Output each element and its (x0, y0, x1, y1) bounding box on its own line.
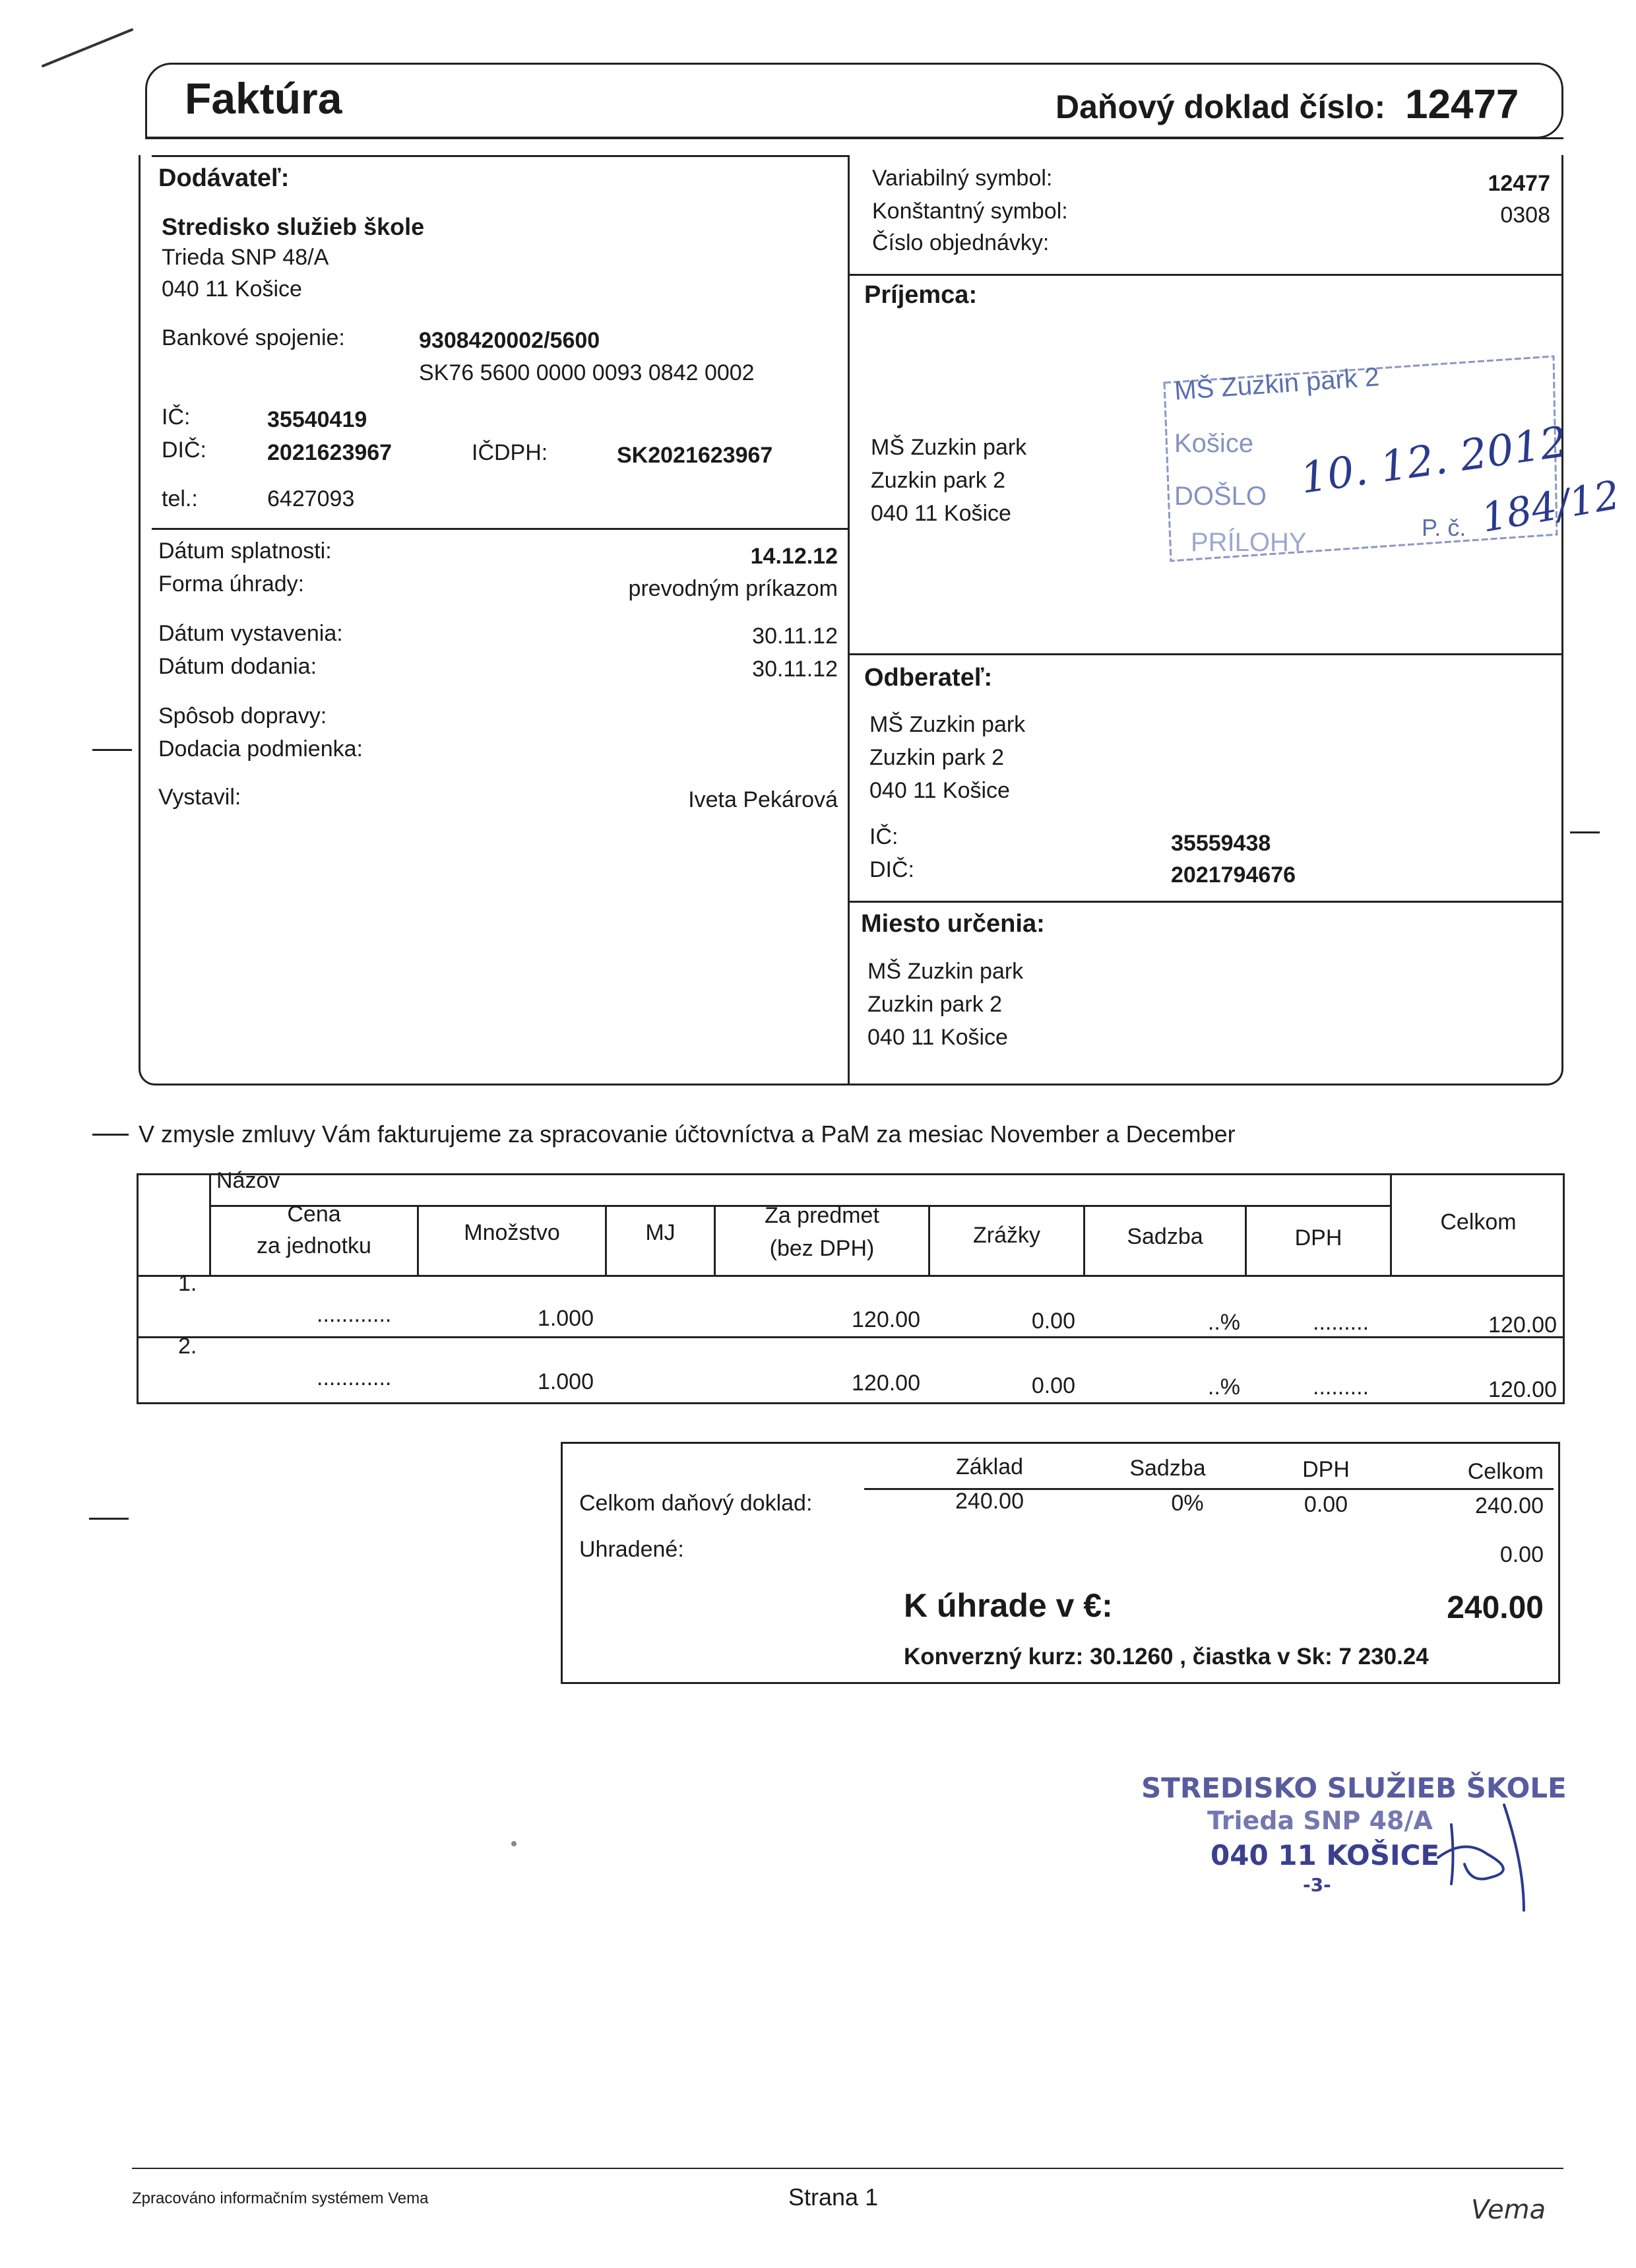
col-header-deductions: Zrážky (973, 1223, 1040, 1248)
col-header-unit-price-1: Cena (287, 1202, 341, 1227)
stamp-line-2: Košice (1174, 429, 1254, 458)
col-header-unit: MJ (645, 1220, 676, 1245)
column-divider (848, 155, 850, 1085)
invoice-intro: V zmysle zmluvy Vám fakturujeme za spracovanie účtovníctva a PaM za mesiac November a December (139, 1120, 1236, 1148)
supplier-dic-label: DIČ: (162, 437, 206, 463)
issue-date-label: Dátum vystavenia: (158, 621, 343, 646)
issuer-name: Iveta Pekárová (688, 787, 838, 812)
summary-total: 240.00 (1475, 1493, 1544, 1518)
supplier-tel: 6427093 (267, 486, 355, 511)
supplier-name: Stredisko služieb škole (162, 213, 425, 240)
recipient-city: 040 11 Košice (871, 501, 1011, 526)
customer-street: Zuzkin park 2 (869, 745, 1005, 770)
row-2-subject: 120.00 (852, 1371, 920, 1396)
row-2-deductions: 0.00 (1031, 1373, 1075, 1398)
due-date: 14.12.12 (750, 544, 838, 569)
row-1-subject: 120.00 (852, 1307, 920, 1332)
paid-label: Uhradené: (579, 1537, 684, 1562)
constant-symbol: 0308 (1500, 203, 1550, 228)
supplier-city: 040 11 Košice (162, 276, 302, 302)
col-header-total: Celkom (1440, 1210, 1517, 1235)
stamp-line-4: PRÍLOHY (1191, 528, 1307, 557)
bank-label: Bankové spojenie: (162, 325, 345, 350)
destination-name: MŠ Zuzkin park (867, 959, 1024, 984)
company-stamp (1135, 1772, 1567, 1917)
issue-date: 30.11.12 (752, 624, 838, 649)
supplier-icdph-label: IČDPH: (472, 440, 548, 465)
table-hline (137, 1336, 1565, 1338)
ink-dot (511, 1841, 517, 1846)
destination-street: Zuzkin park 2 (867, 992, 1003, 1017)
footer-rule (132, 2168, 1563, 2169)
main-frame (139, 155, 1563, 1085)
issuer-label: Vystavil: (158, 785, 241, 810)
due-date-label: Dátum splatnosti: (158, 538, 332, 564)
row-1-vat: ......... (1313, 1310, 1369, 1335)
recipient-street: Zuzkin park 2 (871, 468, 1006, 493)
margin-mark (89, 1518, 129, 1520)
supplier-dic: 2021623967 (267, 440, 393, 465)
row-2-total: 120.00 (1488, 1377, 1557, 1402)
recipient-name: MŠ Zuzkin park (871, 435, 1027, 460)
stamp-ref-label: P. č. (1422, 514, 1466, 541)
transport-label: Spôsob dopravy: (158, 703, 327, 729)
footer-vema-logo: Vema (1471, 2195, 1546, 2225)
invoice-title: Faktúra (185, 74, 342, 123)
company-stamp-line-1: STREDISKO SLUŽIEB ŠKOLE (1141, 1772, 1567, 1804)
stamp-handwritten-date: 10. 12. 2012 (1297, 418, 1571, 503)
summary-vat: 0.00 (1304, 1492, 1348, 1517)
doc-total-label: Celkom daňový doklad: (579, 1491, 813, 1516)
customer-ic-label: IČ: (869, 824, 898, 849)
variable-symbol-label: Variabilný symbol: (872, 166, 1053, 191)
summary-rate: 0% (1171, 1491, 1204, 1516)
row-1-total: 120.00 (1488, 1312, 1557, 1338)
summary-header-vat: DPH (1302, 1457, 1350, 1482)
order-number-label: Číslo objednávky: (872, 230, 1050, 255)
summary-base: 240.00 (955, 1489, 1024, 1514)
supplier-ic: 35540419 (267, 407, 367, 432)
received-stamp (1158, 337, 1623, 581)
payment-method: prevodným príkazom (628, 576, 838, 601)
destination-city: 040 11 Košice (867, 1025, 1008, 1050)
company-stamp-line-3: 040 11 KOŠICE (1211, 1839, 1440, 1871)
amount-due-label: K úhrade v €: (904, 1587, 1113, 1624)
row-2-number: 2. (178, 1334, 197, 1359)
row-2-rate: ..% (1207, 1375, 1240, 1400)
col-header-vat: DPH (1294, 1225, 1342, 1250)
customer-heading: Odberateľ: (864, 664, 993, 692)
margin-mark (92, 749, 132, 751)
amount-due: 240.00 (1447, 1590, 1544, 1625)
stamp-line-3: DOŠLO (1174, 482, 1267, 511)
header-separator (145, 137, 1563, 139)
supplier-ic-label: IČ: (162, 405, 191, 430)
bank-account: 9308420002/5600 (419, 328, 600, 353)
col-header-name: Názov (216, 1168, 280, 1193)
summary-header-total: Celkom (1467, 1459, 1544, 1484)
supplier-street: Trieda SNP 48/A (162, 245, 329, 270)
delivery-terms-label: Dodacia podmienka: (158, 736, 363, 761)
col-header-rate: Sadzba (1127, 1224, 1203, 1249)
supplier-box-top (152, 155, 848, 157)
supplier-heading: Dodávateľ: (158, 164, 290, 192)
margin-mark (92, 1134, 129, 1136)
row-1-number: 1. (178, 1271, 197, 1296)
row-2-vat: ......... (1313, 1375, 1369, 1400)
signature (1425, 1785, 1544, 1917)
payment-method-label: Forma úhrady: (158, 571, 305, 597)
conversion-rate: Konverzný kurz: 30.1260 , čiastka v Sk: 7 230.24 (904, 1644, 1429, 1669)
customer-name: MŠ Zuzkin park (869, 712, 1026, 737)
summary-header-base: Základ (955, 1454, 1024, 1479)
company-stamp-line-2: Trieda SNP 48/A (1207, 1806, 1433, 1835)
supplier-icdph: SK2021623967 (617, 443, 773, 468)
row-2-unit-price: ............ (317, 1365, 392, 1390)
row-2-quantity: 1.000 (537, 1369, 594, 1394)
summary-header-rate: Sadzba (1129, 1456, 1206, 1481)
footer-system-note: Zpracováno informačním systémem Vema (132, 2189, 429, 2207)
col-header-subject-1: Za predmet (765, 1203, 879, 1228)
symbols-bottom-divider (848, 274, 1563, 276)
pen-mark (40, 26, 139, 73)
tax-doc-label: Daňový doklad číslo: (1055, 88, 1386, 125)
col-header-subject-2: (bez DPH) (769, 1236, 875, 1261)
row-1-rate: ..% (1207, 1310, 1240, 1335)
customer-dic: 2021794676 (1171, 862, 1296, 888)
paid-amount: 0.00 (1499, 1542, 1544, 1567)
recipient-bottom-divider (848, 653, 1563, 655)
stamp-line-1: MŠ Zuzkin park 2 (1173, 362, 1381, 406)
row-1-quantity: 1.000 (537, 1306, 594, 1331)
table-hline (137, 1275, 1565, 1277)
variable-symbol: 12477 (1488, 171, 1550, 196)
customer-dic-label: DIČ: (869, 857, 914, 882)
customer-city: 040 11 Košice (869, 778, 1010, 803)
supplier-tel-label: tel.: (162, 486, 198, 511)
constant-symbol-label: Konštantný symbol: (872, 199, 1068, 224)
row-1-deductions: 0.00 (1031, 1309, 1075, 1334)
tax-doc-number: 12477 (1405, 82, 1519, 127)
customer-ic: 35559438 (1171, 831, 1271, 856)
stamp-handwritten-ref: 184/12 (1478, 472, 1623, 542)
recipient-heading: Príjemca: (864, 281, 978, 309)
iban: SK76 5600 0000 0093 0842 0002 (419, 360, 755, 385)
destination-heading: Miesto určenia: (861, 910, 1045, 938)
customer-bottom-divider (848, 901, 1563, 903)
company-stamp-line-4: -3- (1303, 1874, 1331, 1896)
delivery-date-label: Dátum dodania: (158, 654, 317, 679)
col-header-quantity: Množstvo (464, 1220, 560, 1245)
margin-mark (1570, 831, 1600, 833)
footer-page-number: Strana 1 (788, 2184, 879, 2211)
col-header-unit-price-2: za jednotku (257, 1233, 371, 1258)
row-1-unit-price: ............ (317, 1302, 392, 1327)
supplier-bottom-divider (152, 528, 848, 530)
delivery-date: 30.11.12 (752, 657, 838, 682)
